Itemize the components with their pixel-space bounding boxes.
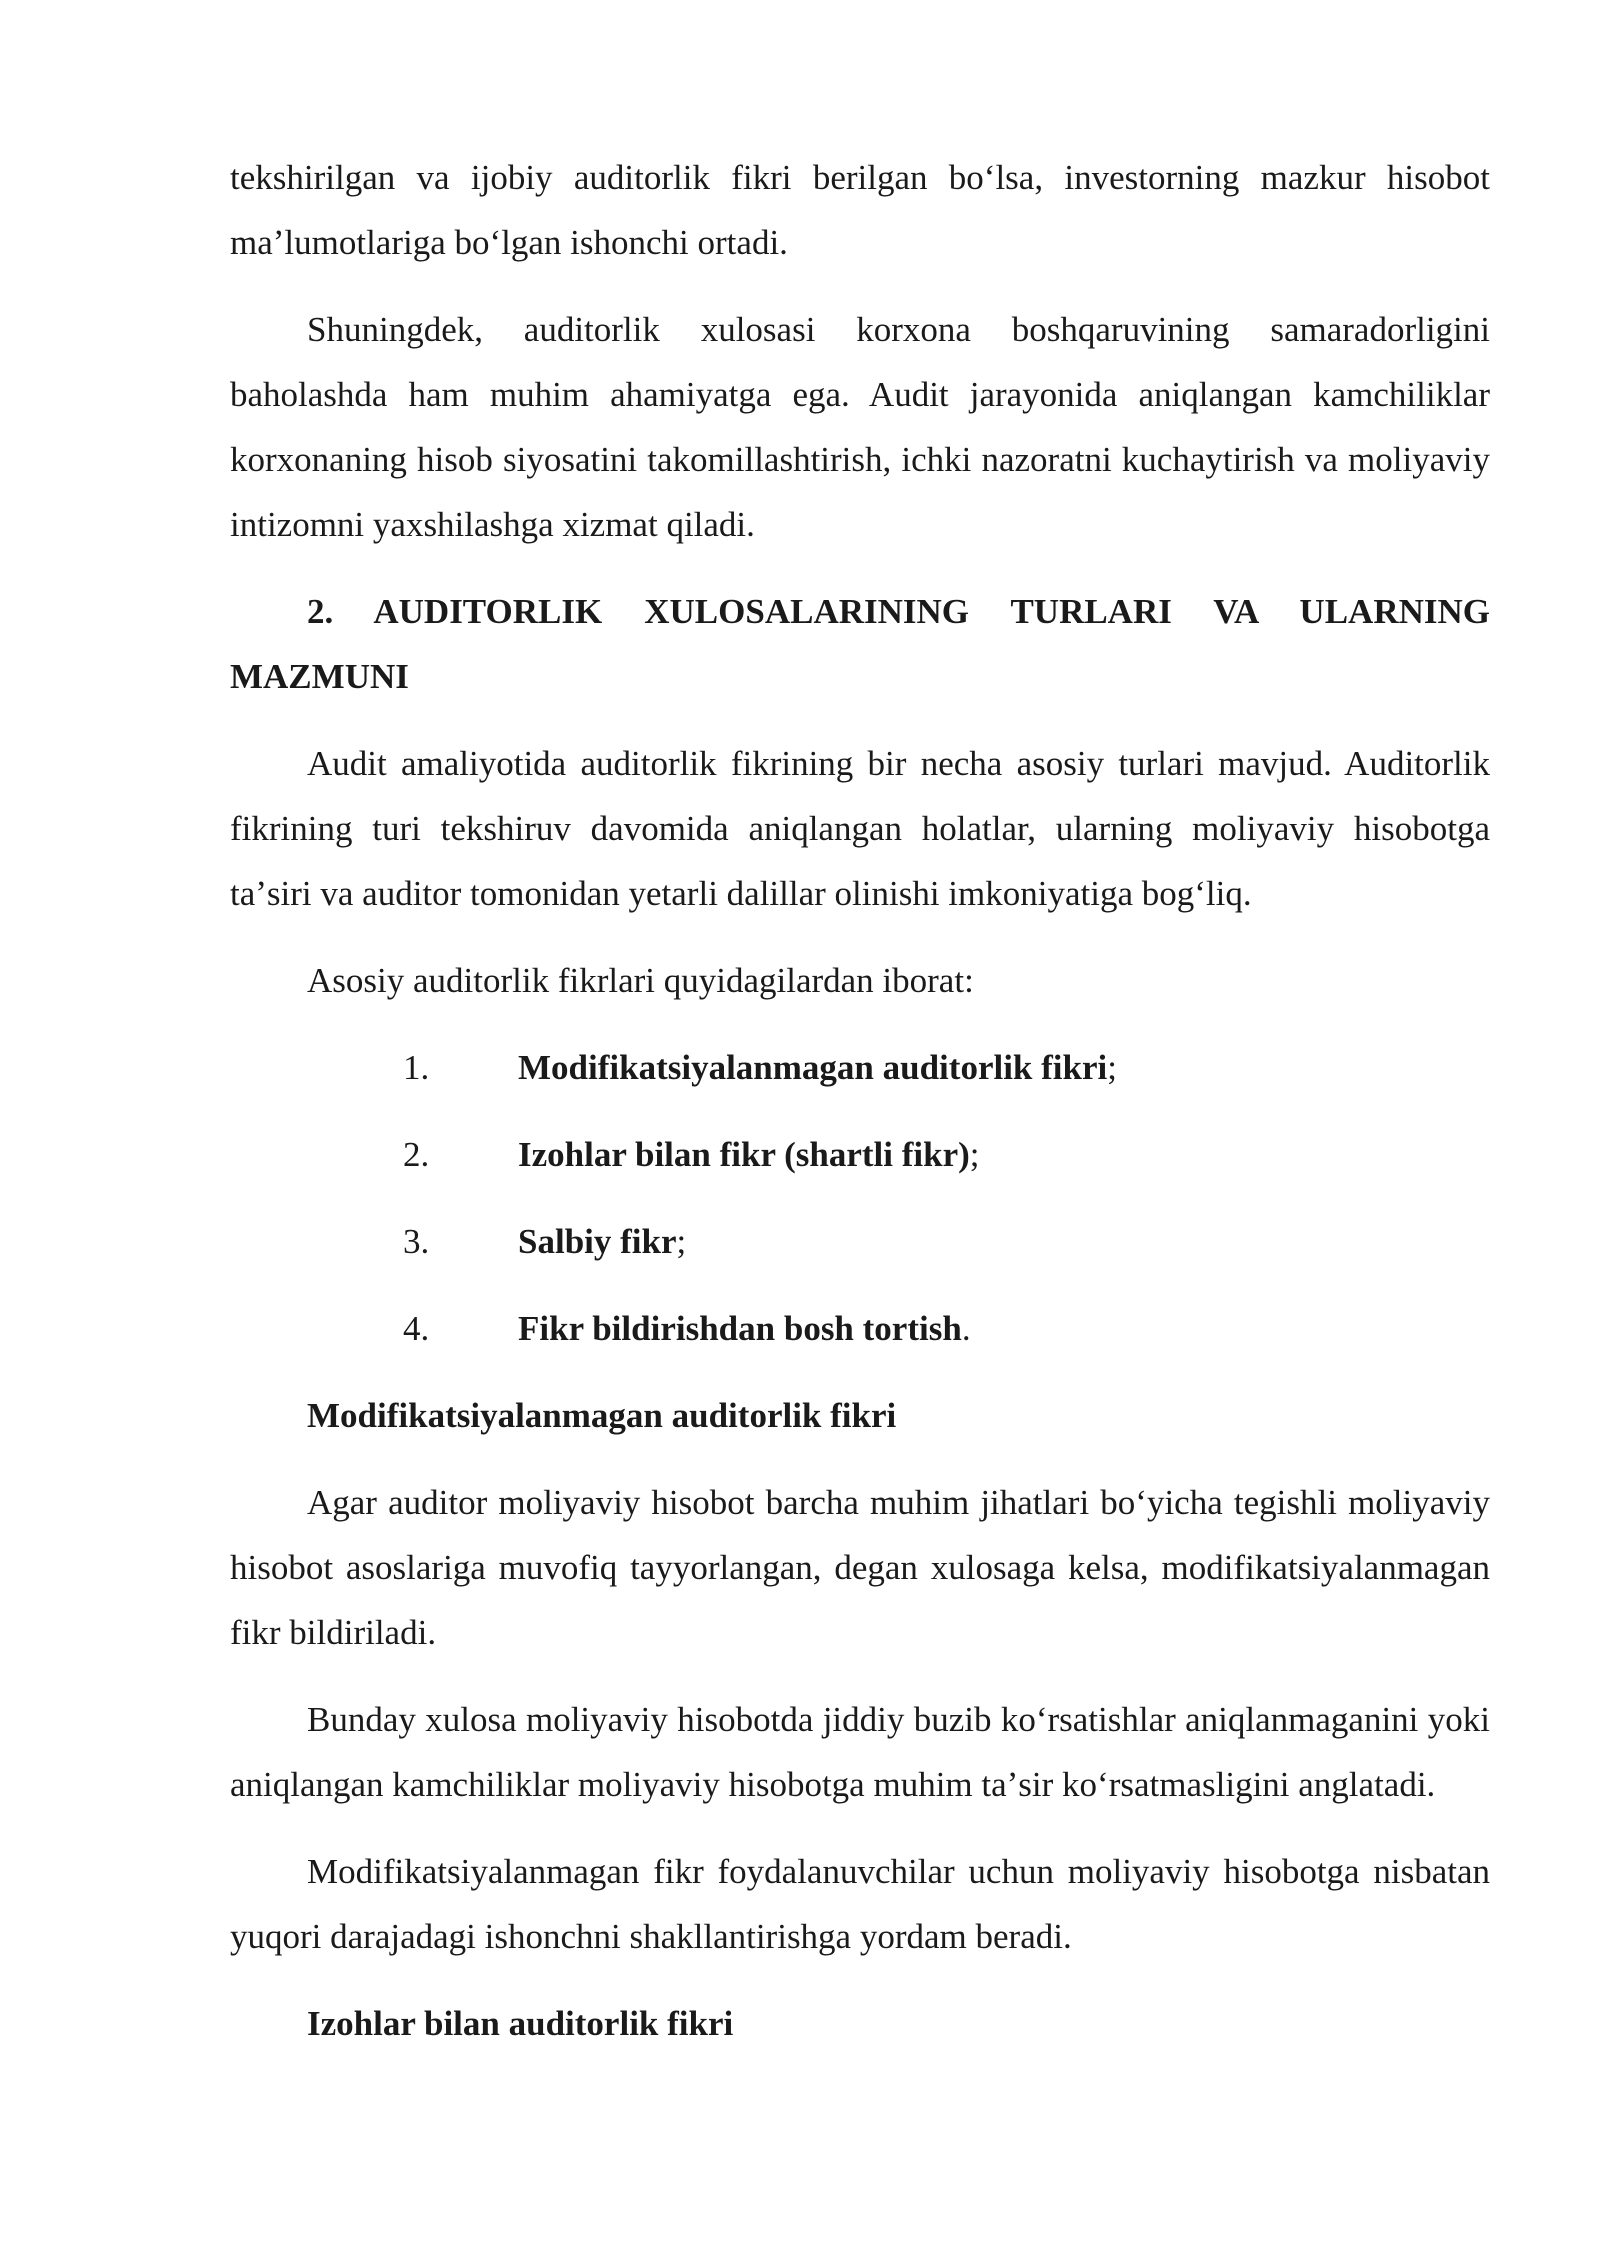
section-heading: 2. AUDITORLIK XULOSALARINING TURLARI VA ULARNING MAZMUNI xyxy=(230,592,1490,696)
list-item-number: 3. xyxy=(403,1222,430,1261)
paragraph-unmodified-trust: Modifikatsiyalanmagan fikr foydalanuvchilar uchun moliyaviy hisobotga nisbatan yuqori darajadagi ishonchni shakllantirishga yordam beradi. xyxy=(230,1852,1490,1956)
list-item xyxy=(230,1122,1490,1187)
list-item-punctuation: ; xyxy=(1107,1048,1117,1087)
paragraph-list-intro: Asosiy auditorlik fikrlari quyidagilardan iborat: xyxy=(307,961,974,1000)
list-item-punctuation: ; xyxy=(676,1222,687,1261)
paragraph-unmodified-definition: Agar auditor moliyaviy hisobot barcha muhim jihatlari boʻyicha tegishli moliyaviy hisobot asoslariga muvofiq tayyorlangan, degan xulosaga kelsa, modifikatsiyalanmagan fikr bildiriladi. xyxy=(230,1483,1490,1652)
paragraph-opinion-types: Audit amaliyotida auditorlik fikrining bir necha asosiy turlari mavjud. Auditorlik fikrining turi tekshiruv davomida aniqlangan holatlar, ularning moliyaviy hisobotga taʼsiri va auditor tomonidan yetarli dalillar olinishi imkoniyatiga bogʻliq. xyxy=(230,744,1490,913)
list-item-label: Modifikatsiyalanmagan auditorlik fikri xyxy=(518,1048,1108,1087)
list-item-label: Izohlar bilan fikr (shartli fikr) xyxy=(518,1135,970,1174)
list-item-number: 4. xyxy=(403,1309,430,1348)
list-item-label: Salbiy fikr xyxy=(518,1222,677,1261)
paragraph-unmodified-meaning: Bunday xulosa moliyaviy hisobotda jiddiy buzib koʻrsatishlar aniqlanmaganini yoki aniqlangan kamchiliklar moliyaviy hisobotga muhim taʼsir koʻrsatmasligini anglatadi. xyxy=(230,1700,1490,1804)
opinion-types-list xyxy=(230,1035,1490,1361)
list-item-number: 1. xyxy=(403,1048,430,1087)
list-item-number: 2. xyxy=(403,1135,430,1174)
list-item-label: Fikr bildirishdan bosh tortish xyxy=(518,1309,962,1348)
list-item-punctuation: ; xyxy=(969,1135,980,1174)
document-page xyxy=(230,145,1490,2056)
subheading-unmodified-opinion: Modifikatsiyalanmagan auditorlik fikri xyxy=(307,1396,897,1435)
list-item xyxy=(230,1296,1490,1361)
paragraph-intro-continuation: tekshirilgan va ijobiy auditorlik fikri berilgan boʻlsa, investorning mazkur hisobot maʼlumotlariga boʻlgan ishonchi ortadi. xyxy=(230,158,1490,262)
subheading-qualified-opinion: Izohlar bilan auditorlik fikri xyxy=(307,2004,734,2043)
paragraph-management-efficiency: Shuningdek, auditorlik xulosasi korxona boshqaruvining samaradorligini baholashda ham muhim ahamiyatga ega. Audit jarayonida aniqlangan kamchiliklar korxonaning hisob siyosatini takomillashtirish, ichki nazoratni kuchaytirish va moliyaviy intizomni yaxshilashga xizmat qiladi. xyxy=(230,310,1490,544)
list-item-punctuation: . xyxy=(961,1309,971,1348)
list-item xyxy=(230,1035,1490,1100)
list-item xyxy=(230,1209,1490,1274)
